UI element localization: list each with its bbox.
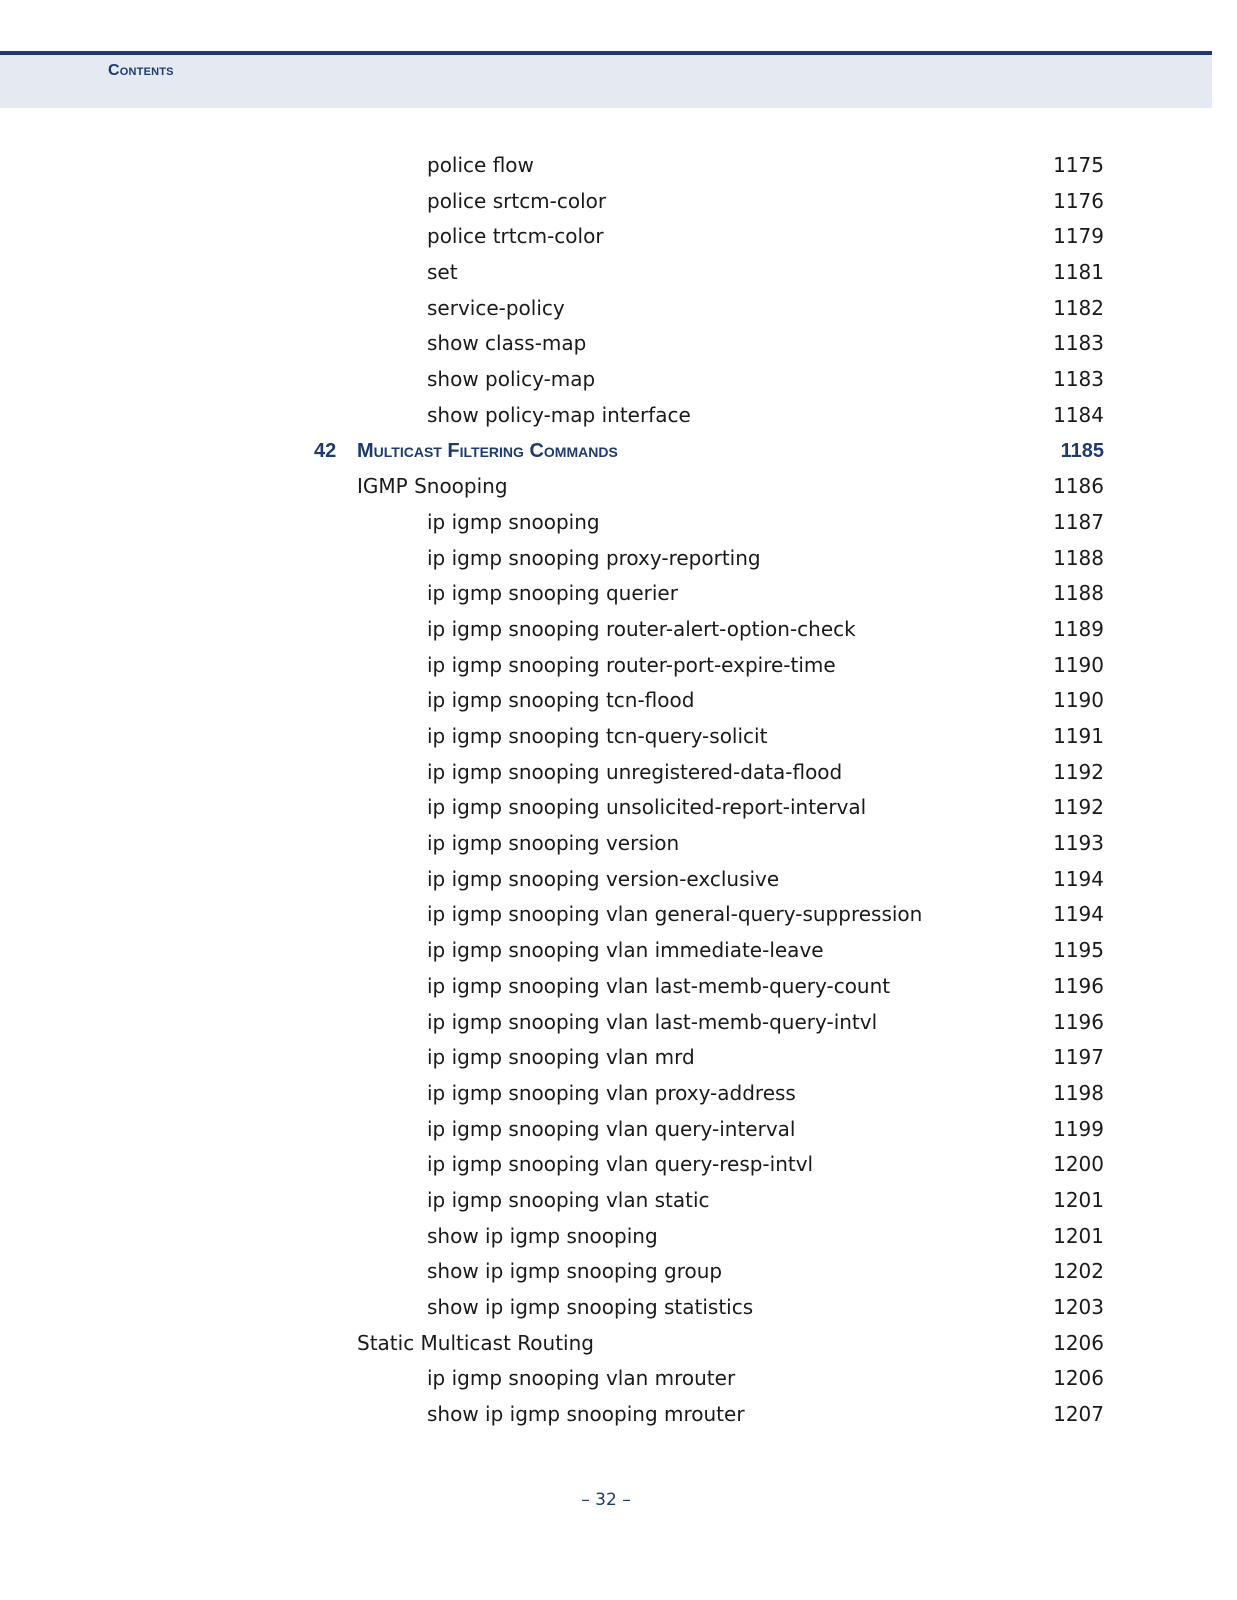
toc-entry-page-number[interactable]: 1200 <box>1053 1152 1104 1177</box>
toc-entry-page-number[interactable]: 1187 <box>1053 509 1104 534</box>
toc-entry-page-number[interactable]: 1203 <box>1053 1295 1104 1319</box>
toc-entry-page-number[interactable]: 1192 <box>1053 795 1104 820</box>
toc-entry[interactable] <box>0 184 1237 220</box>
toc-entry-page-number[interactable]: 1184 <box>1053 402 1104 427</box>
toc-entry-label[interactable]: ip igmp snooping vlan general-query-suppression <box>427 902 923 927</box>
toc-section-entry[interactable] <box>0 469 1237 505</box>
toc-entry[interactable] <box>0 1183 1237 1219</box>
toc-entry-page-number[interactable]: 1195 <box>1053 938 1104 963</box>
toc-entry-label[interactable]: ip igmp snooping vlan proxy-address <box>427 1080 796 1105</box>
toc-entry-label[interactable]: service-policy <box>427 295 565 320</box>
toc-entry[interactable] <box>0 719 1237 755</box>
toc-entry-page-number[interactable]: 1182 <box>1053 295 1104 320</box>
toc-entry-page-number[interactable]: 1189 <box>1053 616 1104 641</box>
toc-entry-label[interactable]: show policy-map <box>427 367 596 392</box>
toc-entry-label[interactable]: show ip igmp snooping mrouter <box>427 1402 745 1427</box>
toc-entry-page-number[interactable]: 1190 <box>1053 688 1104 713</box>
toc-entry-label[interactable]: ip igmp snooping vlan last-memb-query-intvl <box>427 1009 878 1034</box>
toc-entry-page-number[interactable]: 1201 <box>1053 1187 1104 1212</box>
toc-entry[interactable] <box>0 255 1237 291</box>
toc-entry-label[interactable]: police trtcm-color <box>427 224 604 249</box>
toc-chapter-number: 42 <box>314 439 337 462</box>
table-of-contents <box>0 148 1237 1433</box>
toc-entry[interactable] <box>0 1076 1237 1112</box>
toc-entry-label[interactable]: show ip igmp snooping statistics <box>427 1295 754 1319</box>
toc-entry-page-number[interactable]: 1199 <box>1053 1116 1104 1141</box>
toc-entry-label[interactable]: show ip igmp snooping group <box>427 1259 723 1284</box>
toc-entry[interactable] <box>0 505 1237 541</box>
toc-entry-label[interactable]: police flow <box>427 153 534 177</box>
toc-entry[interactable] <box>0 541 1237 577</box>
toc-entry-page-number[interactable]: 1194 <box>1053 866 1104 891</box>
toc-entry-page-number[interactable]: 1206 <box>1053 1366 1104 1391</box>
toc-entry-label[interactable]: show policy-map interface <box>427 402 691 427</box>
toc-entry[interactable] <box>0 576 1237 612</box>
toc-entry-page-number[interactable]: 1188 <box>1053 581 1104 606</box>
toc-entry-page-number[interactable]: 1201 <box>1053 1223 1104 1248</box>
toc-entry[interactable] <box>0 933 1237 969</box>
toc-entry-label[interactable]: ip igmp snooping version-exclusive <box>427 866 780 891</box>
toc-entry-page-number[interactable]: 1206 <box>1053 1330 1104 1355</box>
toc-entry-label[interactable]: ip igmp snooping vlan immediate-leave <box>427 938 824 963</box>
toc-entry-page-number[interactable]: 1183 <box>1053 367 1104 392</box>
toc-entry[interactable] <box>0 1397 1237 1433</box>
toc-entry-label[interactable]: IGMP Snooping <box>357 474 508 499</box>
toc-entry-page-number[interactable]: 1196 <box>1053 1009 1104 1034</box>
toc-entry-page-number[interactable]: 1186 <box>1053 474 1104 499</box>
toc-entry[interactable] <box>0 755 1237 791</box>
toc-entry-page-number[interactable]: 1175 <box>1053 153 1104 177</box>
toc-entry[interactable] <box>0 1254 1237 1290</box>
toc-entry[interactable] <box>0 148 1237 184</box>
toc-entry-page-number[interactable]: 1181 <box>1053 260 1104 285</box>
toc-entry-page-number[interactable]: 1191 <box>1053 724 1104 748</box>
toc-entry-label[interactable]: show class-map <box>427 331 587 356</box>
toc-entry-label[interactable]: Static Multicast Routing <box>357 1330 594 1355</box>
toc-entry-label[interactable]: ip igmp snooping vlan last-memb-query-count <box>427 973 891 998</box>
toc-section-entry[interactable] <box>0 1326 1237 1362</box>
toc-entry-page-number[interactable]: 1192 <box>1053 759 1104 784</box>
toc-entry-page-number[interactable]: 1196 <box>1053 973 1104 998</box>
toc-entry-page-number[interactable]: 1183 <box>1053 331 1104 356</box>
toc-entry-label[interactable]: ip igmp snooping vlan mrd <box>427 1045 695 1070</box>
toc-entry[interactable] <box>0 826 1237 862</box>
toc-entry-label[interactable]: ip igmp snooping version <box>427 831 680 856</box>
toc-entry-label[interactable]: ip igmp snooping proxy-reporting <box>427 545 761 570</box>
toc-entry-page-number[interactable]: 1207 <box>1053 1402 1104 1427</box>
toc-entry[interactable] <box>0 862 1237 898</box>
toc-entry[interactable] <box>0 648 1237 684</box>
toc-entry[interactable] <box>0 326 1237 362</box>
toc-entry-label[interactable]: Multicast Filtering Commands <box>357 439 618 462</box>
toc-entry-label[interactable]: ip igmp snooping vlan query-resp-intvl <box>427 1152 814 1177</box>
toc-entry-page-number[interactable]: 1193 <box>1053 831 1104 856</box>
toc-entry[interactable] <box>0 1040 1237 1076</box>
toc-entry-label[interactable]: ip igmp snooping vlan mrouter <box>427 1366 736 1391</box>
toc-entry-label[interactable]: show ip igmp snooping <box>427 1223 658 1248</box>
toc-entry[interactable] <box>0 790 1237 826</box>
page-number: – 32 – <box>581 1490 631 1510</box>
toc-entry[interactable] <box>0 612 1237 648</box>
toc-entry-label[interactable]: set <box>427 260 458 285</box>
toc-entry-label[interactable]: police srtcm-color <box>427 188 607 213</box>
page-header-title: Contents <box>108 62 174 79</box>
toc-entry-label[interactable]: ip igmp snooping vlan query-interval <box>427 1116 796 1141</box>
toc-entry[interactable] <box>0 1112 1237 1148</box>
toc-entry[interactable] <box>0 1147 1237 1183</box>
toc-entry-page-number[interactable]: 1179 <box>1053 224 1104 249</box>
toc-entry-label[interactable]: ip igmp snooping unregistered-data-flood <box>427 759 843 784</box>
toc-entry-label[interactable]: ip igmp snooping <box>427 509 600 534</box>
toc-entry-label[interactable]: ip igmp snooping tcn-flood <box>427 688 695 713</box>
toc-entry-label[interactable]: ip igmp snooping router-alert-option-check <box>427 616 856 641</box>
toc-entry[interactable] <box>0 219 1237 255</box>
toc-entry-page-number[interactable]: 1190 <box>1053 652 1104 677</box>
toc-entry-page-number[interactable]: 1194 <box>1053 902 1104 927</box>
header-band <box>0 55 1212 108</box>
toc-entry[interactable] <box>0 291 1237 327</box>
toc-entry-label[interactable]: ip igmp snooping unsolicited-report-interval <box>427 795 867 820</box>
toc-entry-label[interactable]: ip igmp snooping router-port-expire-time <box>427 652 836 677</box>
toc-entry[interactable] <box>0 1005 1237 1041</box>
toc-entry[interactable] <box>0 1290 1237 1326</box>
toc-entry[interactable] <box>0 897 1237 933</box>
toc-entry[interactable] <box>0 683 1237 719</box>
toc-entry[interactable] <box>0 398 1237 434</box>
toc-entry-page-number[interactable]: 1202 <box>1053 1259 1104 1284</box>
toc-entry[interactable] <box>0 1361 1237 1397</box>
toc-entry-label[interactable]: ip igmp snooping vlan static <box>427 1187 710 1212</box>
toc-entry[interactable] <box>0 969 1237 1005</box>
toc-entry[interactable] <box>0 362 1237 398</box>
toc-chapter-entry[interactable] <box>0 434 1237 470</box>
toc-entry-label[interactable]: ip igmp snooping querier <box>427 581 678 606</box>
toc-entry-page-number[interactable]: 1185 <box>1060 439 1104 462</box>
toc-entry-page-number[interactable]: 1176 <box>1053 188 1104 213</box>
toc-entry-label[interactable]: ip igmp snooping tcn-query-solicit <box>427 724 768 748</box>
toc-entry[interactable] <box>0 1219 1237 1255</box>
toc-entry-page-number[interactable]: 1197 <box>1053 1045 1104 1070</box>
toc-entry-page-number[interactable]: 1198 <box>1053 1080 1104 1105</box>
toc-entry-page-number[interactable]: 1188 <box>1053 545 1104 570</box>
